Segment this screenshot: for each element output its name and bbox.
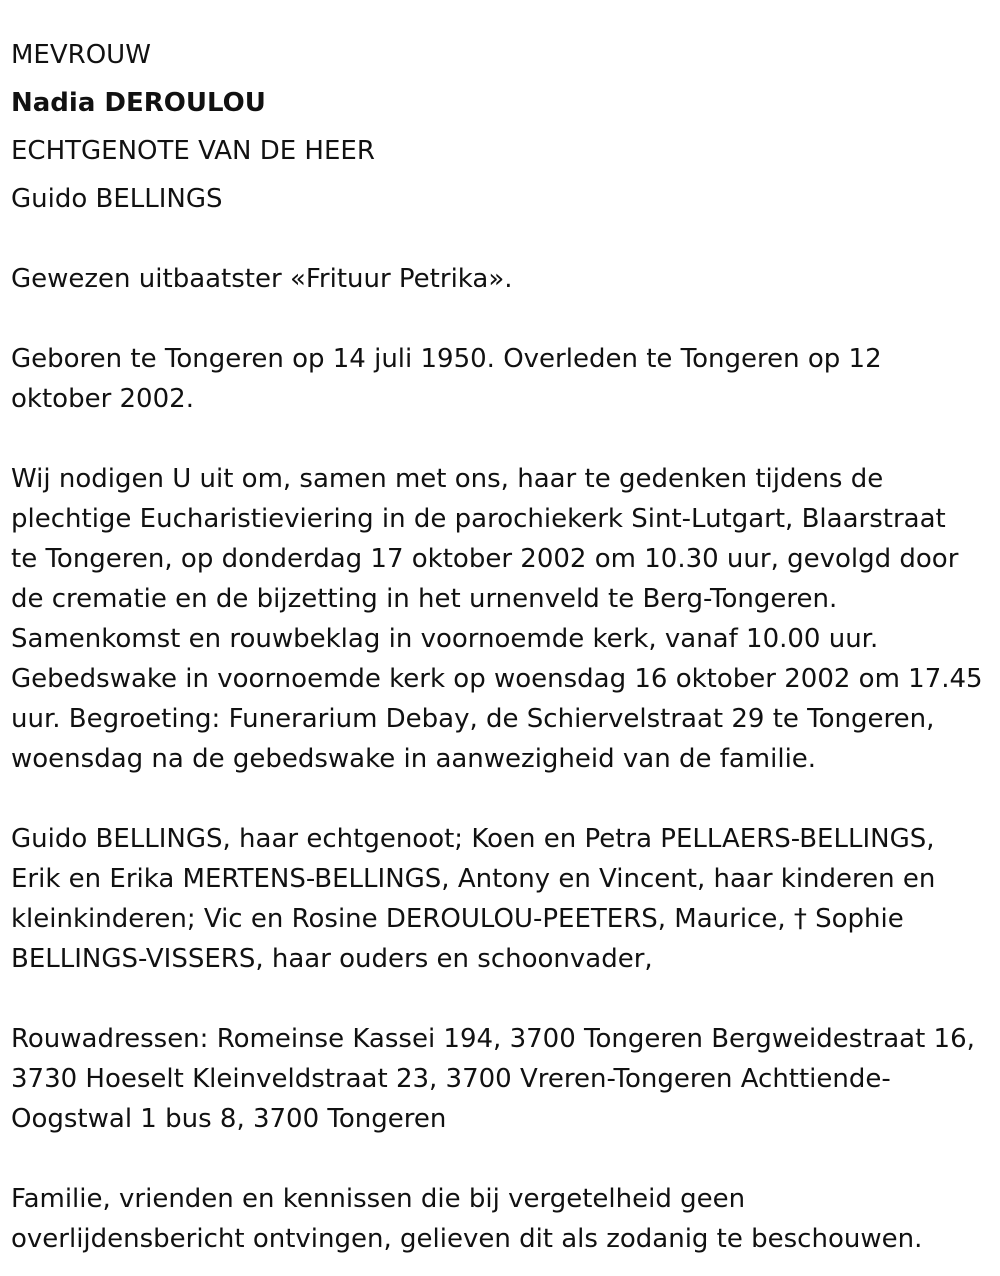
paragraph-line: Samenkomst en rouwbeklag in voornoemde kerk, vanaf 10.00 uur. [11, 624, 879, 654]
paragraph-line: Erik en Erika MERTENS-BELLINGS, Antony en Vincent, haar kinderen en [11, 864, 936, 894]
paragraph-line: 3730 Hoeselt Kleinveldstraat 23, 3700 Vreren-Tongeren Achttiende- [11, 1064, 891, 1094]
deceased-name: Nadia DEROULOU [11, 88, 266, 118]
paragraph-line: oktober 2002. [11, 384, 194, 414]
spouse-name: Guido BELLINGS [11, 184, 223, 214]
paragraph-line: Rouwadressen: Romeinse Kassei 194, 3700 Tongeren Bergweidestraat 16, [11, 1024, 975, 1054]
paragraph-line: uur. Begroeting: Funerarium Debay, de Schiervelstraat 29 te Tongeren, [11, 704, 935, 734]
paragraph-line: kleinkinderen; Vic en Rosine DEROULOU-PEETERS, Maurice, † Sophie [11, 904, 904, 934]
paragraph-line: woensdag na de gebedswake in aanwezigheid van de familie. [11, 744, 817, 774]
paragraph-line: te Tongeren, op donderdag 17 oktober 2002 om 10.30 uur, gevolgd door [11, 544, 959, 574]
paragraph-line: Gebedswake in voornoemde kerk op woensdag 16 oktober 2002 om 17.45 [11, 664, 983, 694]
paragraph-line: Geboren te Tongeren op 14 juli 1950. Overleden te Tongeren op 12 [11, 344, 882, 374]
paragraph-line: overlijdensbericht ontvingen, gelieven dit als zodanig te beschouwen. [11, 1224, 923, 1254]
relation-line: ECHTGENOTE VAN DE HEER [11, 136, 375, 166]
paragraph-line: Wij nodigen U uit om, samen met ons, haar te gedenken tijdens de [11, 464, 884, 494]
occupation-line: Gewezen uitbaatster «Frituur Petrika». [11, 264, 513, 294]
paragraph-line: Oogstwal 1 bus 8, 3700 Tongeren [11, 1104, 447, 1134]
paragraph-line: BELLINGS-VISSERS, haar ouders en schoonvader, [11, 944, 653, 974]
paragraph-line: Guido BELLINGS, haar echtgenoot; Koen en Petra PELLAERS-BELLINGS, [11, 824, 935, 854]
paragraph-line: Familie, vrienden en kennissen die bij vergetelheid geen [11, 1184, 746, 1214]
paragraph-line: plechtige Eucharistieviering in de parochiekerk Sint-Lutgart, Blaarstraat [11, 504, 946, 534]
honorific-title: MEVROUW [11, 40, 151, 70]
paragraph-line: de crematie en de bijzetting in het urnenveld te Berg-Tongeren. [11, 584, 838, 614]
